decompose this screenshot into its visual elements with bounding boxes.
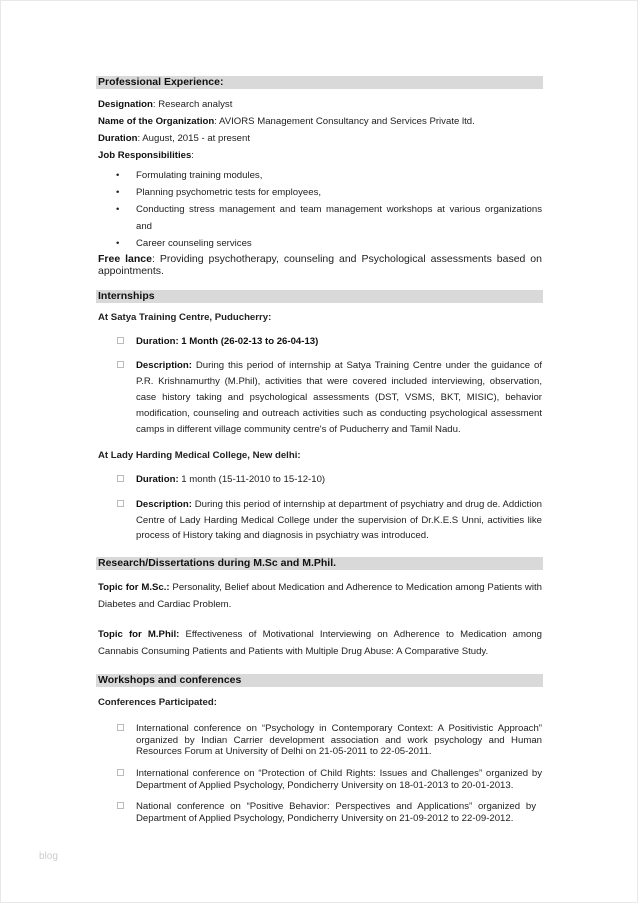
internship-duration — [136, 472, 542, 488]
internship-place: At Satya Training Centre, Puducherry: — [98, 312, 272, 323]
responsibilities-list — [1, 167, 638, 252]
duration-value: : August, 2015 - at present — [137, 133, 250, 144]
description-value: During this period of internship at Satya Training Centre under the guidance of P.R. Krishnamurthy (M.Phil), activities that were covered included interviewing, observation, case history taking and psychological assessments (DST, VSMS, BKT, MISIC), behavior modification, counseling and outreach activities such as conducting psychological assessment camps in different village community centre's of Puducherry and Tamil Nadu. — [136, 360, 542, 435]
checkbox-bullet-icon — [117, 768, 127, 780]
bullet-icon: • — [116, 170, 120, 181]
designation-value: : Research analyst — [152, 99, 233, 110]
list-item-text: Conducting stress management and team management workshops at various organizations and — [136, 204, 542, 232]
organization — [98, 116, 542, 128]
checkbox-bullet-icon — [117, 472, 127, 488]
checkbox-bullet-icon — [117, 497, 127, 513]
description-label: Description: — [136, 499, 192, 510]
responsibilities-label: Job Responsibilities — [98, 150, 192, 161]
checkbox-bullet-icon — [117, 358, 127, 374]
research-msc — [98, 580, 542, 613]
list-item-text: Career counseling services — [136, 238, 252, 249]
msc-topic: Personality, Belief about Medication and Adherence to Medication among Patients with Diabetes and Cardiac Problem. — [98, 582, 542, 610]
duration-label: Duration — [98, 133, 138, 144]
designation — [98, 99, 542, 111]
checkbox-bullet-icon — [117, 723, 127, 735]
list-item-text: Formulating training modules, — [136, 170, 263, 181]
freelance-label: Free lance — [98, 253, 152, 265]
list-item — [1, 235, 638, 252]
section-heading-research: Research/Dissertations during M.Sc and M.Phil. — [96, 557, 543, 570]
msc-label: Topic for M.Sc.: — [98, 582, 170, 593]
internship-place: At Lady Harding Medical College, New delhi: — [98, 450, 301, 461]
checkbox-bullet-icon — [117, 801, 127, 813]
internship-duration — [136, 334, 542, 350]
duration-label: Duration: — [136, 474, 179, 485]
section-heading-professional-experience: Professional Experience: — [96, 76, 543, 89]
freelance-value: : Providing psychotherapy, counseling and Psychological assessments based on appointments. — [98, 253, 542, 277]
organization-label: Name of the Organization — [98, 116, 215, 127]
section-heading-workshops: Workshops and conferences — [96, 674, 543, 687]
section-heading-internships: Internships — [96, 290, 543, 303]
organization-value: : AVIORS Management Consultancy and Services Private ltd. — [214, 116, 475, 127]
list-item — [1, 184, 638, 201]
conference-text: International conference on “Psychology in Contemporary Context: A Positivistic Approach” organized by Indian Carrier development association and work psychology and Human Resources Forum at University of Delhi on 21-05-2011 to 22-05-2011. — [136, 723, 542, 757]
description-value: During this period of internship at department of psychiatry and drug de. Addiction Centre of Lady Harding Medical College under the supervision of Dr.K.E.S Unni, activities like process of History taking and diagnosis in psychiatry was introduced. — [136, 499, 542, 541]
responsibilities-colon: : — [191, 150, 194, 161]
duration — [98, 133, 542, 145]
responsibilities-heading — [98, 150, 542, 162]
duration-value: 1 month (15-11-2010 to 15-12-10) — [178, 474, 326, 485]
bullet-icon: • — [116, 204, 120, 215]
research-mphil — [98, 627, 542, 660]
conference-text: International conference on “Protection of Child Rights: Issues and Challenges” organized by Department of Applied Psychology, Pondicherry University on 18-01-2013 to 20-01-2013. — [136, 768, 542, 791]
list-item — [1, 201, 638, 235]
conference-text: National conference on “Positive Behavior: Perspectives and Applications” organized by Department of Applied Psychology, Pondicherry University on 21-09-2012 to 22-09-2012. — [136, 801, 536, 824]
list-item — [1, 167, 638, 184]
watermark: blog — [39, 851, 58, 862]
bullet-icon: • — [116, 238, 120, 249]
mphil-label: Topic for M.Phil: — [98, 629, 180, 640]
designation-label: Designation — [98, 99, 153, 110]
description-label: Description: — [136, 360, 192, 371]
description-text — [136, 358, 542, 438]
mphil-topic: Effectiveness of Motivational Interviewing on Adherence to Medication among Cannabis Consuming Patients and Patients with Multiple Drug Abuse: A Comparative Study. — [98, 629, 542, 657]
conferences-subheading: Conferences Participated: — [98, 697, 217, 708]
description-text — [136, 497, 542, 544]
bullet-icon: • — [116, 187, 120, 198]
freelance — [98, 253, 542, 277]
duration-label: Duration: 1 Month (26-02-13 to 26-04-13) — [136, 336, 319, 347]
checkbox-bullet-icon — [117, 334, 127, 350]
list-item-text: Planning psychometric tests for employees, — [136, 187, 322, 198]
